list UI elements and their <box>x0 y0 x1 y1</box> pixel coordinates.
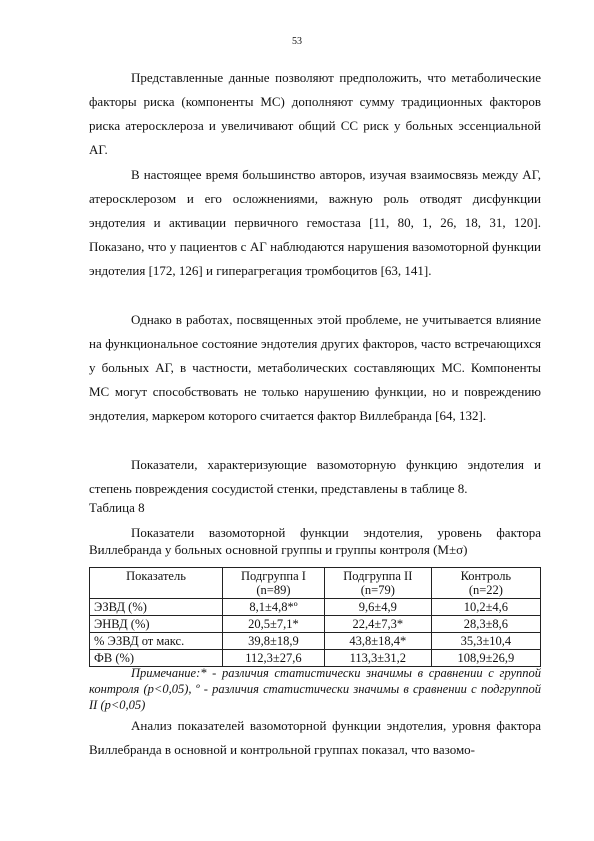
paragraph-2 <box>89 163 541 283</box>
table-row <box>90 616 541 633</box>
header-indicator <box>90 568 223 599</box>
cell-value: 39,8±18,9 <box>223 633 325 650</box>
paragraph-1-text: Представленные данные позволяют предположить, что метаболические факторы риска (компоненты МС) дополняют сумму традиционных факторов риска атеросклероза и увеличивают общий СС риск у больных эссенциальной АГ. <box>89 70 541 157</box>
cell-value: 35,3±10,4 <box>431 633 540 650</box>
paragraph-4-text: Показатели, характеризующие вазомоторную функцию эндотелия и степень повреждения сосудистой стенки, представлены в таблице 8. <box>89 457 541 496</box>
paragraph-1 <box>89 66 541 162</box>
cell-value: 9,6±4,9 <box>324 599 431 616</box>
paragraph-5-text: Анализ показателей вазомоторной функции эндотелия, уровня фактора Виллебранда в основной и контрольной группах показал, что вазомо- <box>89 718 541 757</box>
row-label: ФВ (%) <box>90 650 223 667</box>
header-control-n: (n=22) <box>468 583 503 597</box>
data-table <box>89 567 541 667</box>
cell-value: 8,1±4,8*º <box>223 599 325 616</box>
header-subgroup-2-n: (n=79) <box>360 583 395 597</box>
header-control-label: Контроль <box>460 569 512 583</box>
header-control <box>431 568 540 599</box>
table-label: Таблица 8 <box>89 500 145 515</box>
row-label: % ЭЗВД от макс. <box>90 633 223 650</box>
paragraph-5 <box>89 714 541 762</box>
table-note: Примечание:* - различия статистически значимы в сравнении с группой контроля (p<0,05), º - различия статистически значимы в сравнении с подгруппой II (p<0,05) <box>89 666 541 712</box>
header-subgroup-1-label: Подгруппа I <box>240 569 306 583</box>
header-subgroup-1-n: (n=89) <box>256 583 291 597</box>
table-header-row <box>90 568 541 599</box>
table-row <box>90 633 541 650</box>
table-caption: Показатели вазомоторной функции эндотелия, уровень фактора Виллебранда у больных основной группы и группы контроля (M±σ) <box>89 525 541 557</box>
paragraph-3 <box>89 308 541 428</box>
cell-value: 43,8±18,4* <box>324 633 431 650</box>
row-label: ЭЗВД (%) <box>90 599 223 616</box>
header-indicator-label: Показатель <box>126 569 186 583</box>
cell-value: 10,2±4,6 <box>431 599 540 616</box>
cell-value: 112,3±27,6 <box>223 650 325 667</box>
page-number: 53 <box>292 36 302 47</box>
table-row <box>90 599 541 616</box>
row-label: ЭНВД (%) <box>90 616 223 633</box>
cell-value: 20,5±7,1* <box>223 616 325 633</box>
cell-value: 22,4±7,3* <box>324 616 431 633</box>
paragraph-3-text: Однако в работах, посвященных этой проблеме, не учитывается влияние на функциональное состояние эндотелия других факторов, часто встречающихся у больных АГ, в частности, метаболических составляющих МС. Компоненты МС могут способствовать не только нарушению функции, но и повреждению эндотелия, маркером которого считается фактор Виллебранда [64, 132]. <box>89 312 541 423</box>
table-row <box>90 650 541 667</box>
cell-value: 28,3±8,6 <box>431 616 540 633</box>
header-subgroup-2 <box>324 568 431 599</box>
header-subgroup-2-label: Подгруппа II <box>343 569 413 583</box>
paragraph-2-text: В настоящее время большинство авторов, изучая взаимосвязь между АГ, атеросклерозом и его осложнениями, важную роль отводят дисфункции эндотелия и активации первичного гемостаза [11, 80, 1, 26, 18, 31, 120]. Показано, что у пациентов с АГ наблюдаются нарушения вазомоторной функции эндотелия [172, 126] и гиперагрегация тромбоцитов [63, 141]. <box>89 167 541 278</box>
cell-value: 113,3±31,2 <box>324 650 431 667</box>
cell-value: 108,9±26,9 <box>431 650 540 667</box>
paragraph-4 <box>89 453 541 501</box>
header-subgroup-1 <box>223 568 325 599</box>
